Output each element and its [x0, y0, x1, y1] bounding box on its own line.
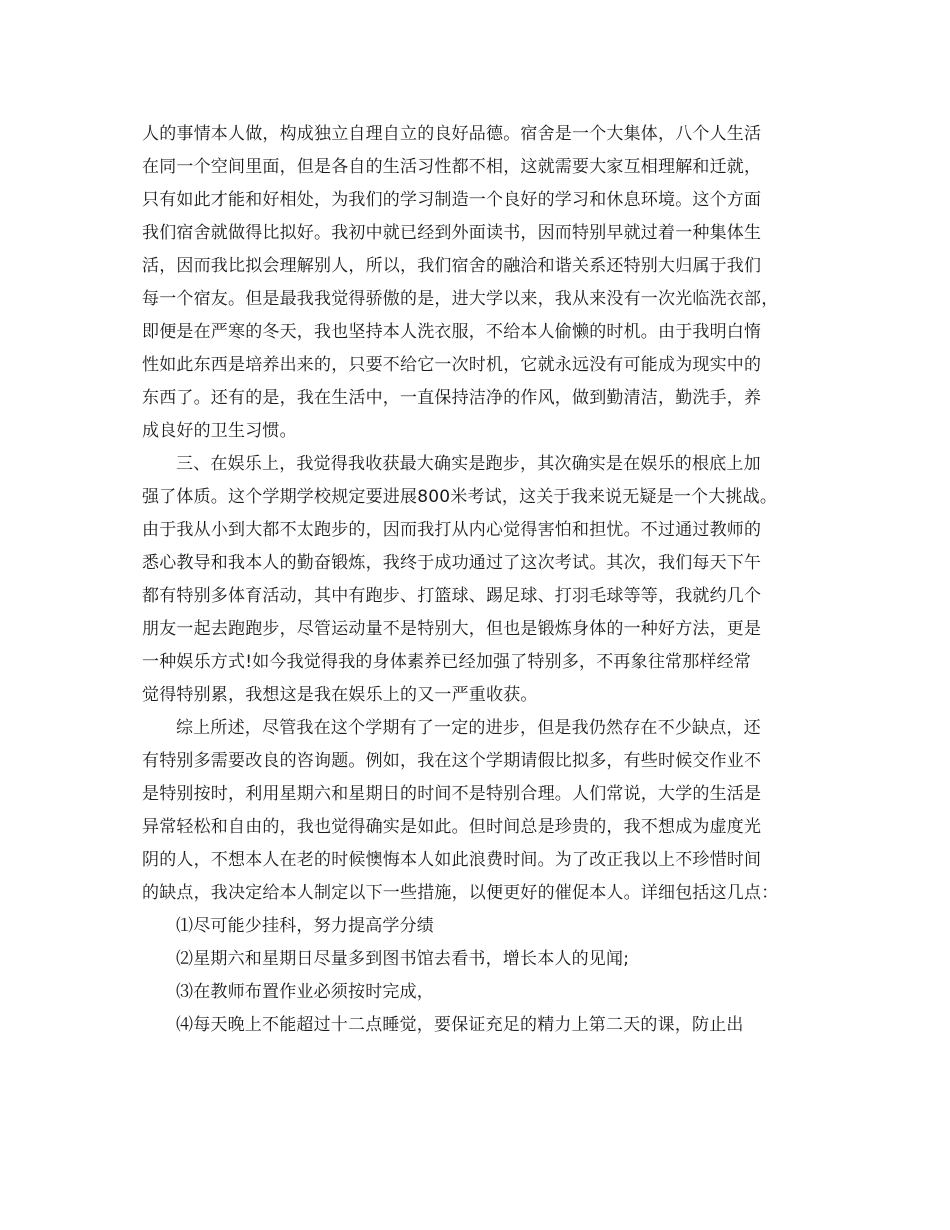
text-line: 综上所述，尽管我在这个学期有了一定的进步，但是我仍然存在不少缺点，还	[176, 718, 761, 738]
text-line: 三、在娱乐上，我觉得我收获最大确实是跑步，其次确实是在娱乐的根底上加	[176, 454, 761, 474]
text-line: 有特别多需要改良的咨询题。例如，我在这个学期请假比拟多，有些时候交作业不	[142, 751, 762, 771]
text-line: ⑴尽可能少挂科，努力提高学分绩	[176, 916, 434, 936]
text-line: ⑶在教师布置作业必须按时完成，	[176, 982, 434, 1002]
text-line: 人的事情本人做，构成独立自理自立的良好品德。宿舍是一个大集体，八个人生活	[142, 124, 762, 144]
text-line: 强了体质。这个学期学校规定要进展800米考试，这关于我来说无疑是一个大挑战。	[142, 487, 778, 507]
text-line: 由于我从小到大都不太跑步的，因而我打从内心觉得害怕和担忧。不过通过教师的	[142, 520, 762, 540]
text-line: 阴的人，不想本人在老的时候懊悔本人如此浪费时间。为了改正我以上不珍惜时间	[142, 850, 762, 870]
text-line: 东西了。还有的是，我在生活中，一直保持洁净的作风，做到勤清洁，勤洗手，养	[142, 388, 762, 408]
text-line: 是特别按时，利用星期六和星期日的时间不是特别合理。人们常说，大学的生活是	[142, 784, 762, 804]
text-line: 都有特别多体育活动，其中有跑步、打篮球、踢足球、打羽毛球等等，我就约几个	[142, 586, 762, 606]
text-line: 异常轻松和自由的，我也觉得确实是如此。但时间总是珍贵的，我不想成为虚度光	[142, 817, 762, 837]
text-line: 觉得特别累，我想这是我在娱乐上的又一严重收获。	[142, 685, 538, 705]
text-line: 悉心教导和我本人的勤奋锻炼，我终于成功通过了这次考试。其次，我们每天下午	[142, 553, 762, 573]
text-line: 朋友一起去跑跑步，尽管运动量不是特别大，但也是锻炼身体的一种好方法，更是	[142, 619, 762, 639]
text-line: 性如此东西是培养出来的，只要不给它一次时机，它就永远没有可能成为现实中的	[142, 355, 762, 375]
text-line: 每一个宿友。但是最我我觉得骄傲的是，进大学以来，我从来没有一次光临洗衣部，	[142, 289, 779, 309]
document-body	[142, 118, 828, 1042]
text-line: 即便是在严寒的冬天，我也坚持本人洗衣服，不给本人偷懒的时机。由于我明白惰	[142, 322, 762, 342]
text-line: 只有如此才能和好相处，为我们的学习制造一个良好的学习和休息环境。这个方面	[142, 190, 762, 210]
text-line: ⑵星期六和星期日尽量多到图书馆去看书，增长本人的见闻;	[176, 949, 630, 969]
text-line: 的缺点，我决定给本人制定以下一些措施，以便更好的催促本人。详细包括这几点：	[142, 883, 779, 903]
text-line: 活，因而我比拟会理解别人，所以，我们宿舍的融洽和谐关系还特别大归属于我们	[142, 256, 762, 276]
text-line: 成良好的卫生习惯。	[142, 421, 297, 441]
text-line: 我们宿舍就做得比拟好。我初中就已经到外面读书，因而特别早就过着一种集体生	[142, 223, 762, 243]
text-line: ⑷每天晚上不能超过十二点睡觉，要保证充足的精力上第二天的课，防止出	[176, 1015, 744, 1035]
text-line: 一种娱乐方式!如今我觉得我的身体素养已经加强了特别多，不再象往常那样经常	[142, 652, 752, 672]
text-line: 在同一个空间里面，但是各自的生活习性都不相，这就需要大家互相理解和迁就，	[142, 157, 762, 177]
